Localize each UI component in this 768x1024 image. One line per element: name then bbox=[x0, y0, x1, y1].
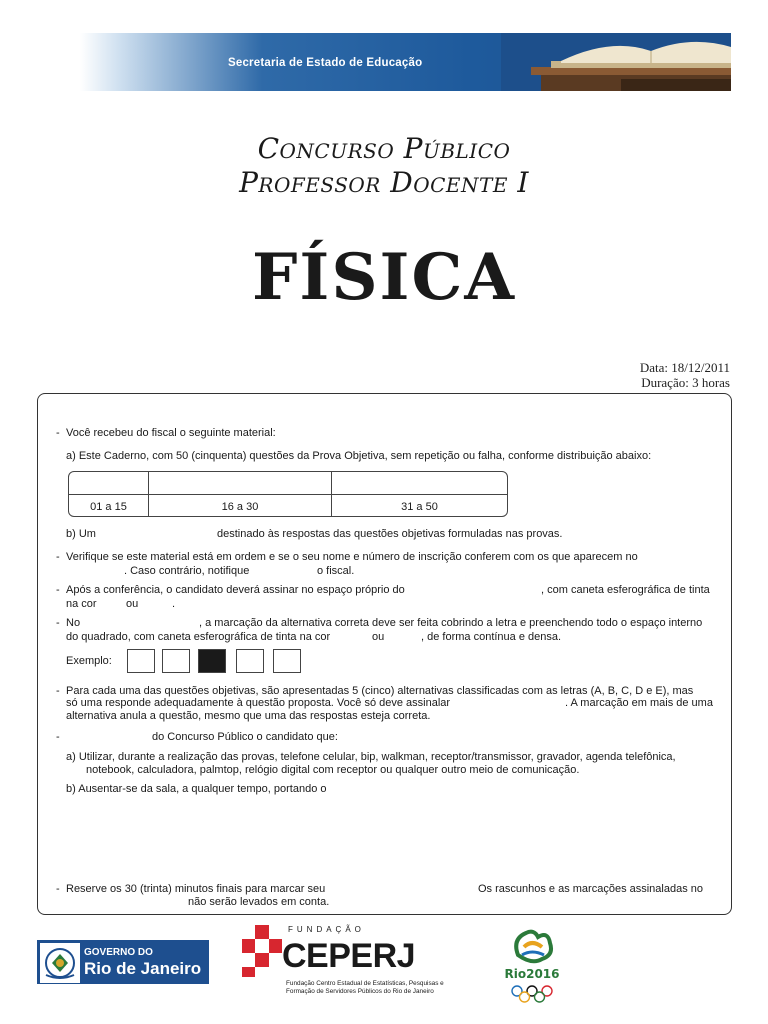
banner-title: Secretaria de Estado de Educação bbox=[228, 57, 423, 69]
rio-de-janeiro-government-logo bbox=[37, 940, 209, 984]
verify-text: Verifique se este material está em ordem e se o seu nome e número de inscrição conferem com os que aparecem no bbox=[66, 551, 638, 563]
bullet-dash: - bbox=[56, 685, 60, 697]
exam-date: Data: 18/12/2011 bbox=[639, 360, 730, 375]
rio2016-text: Rio2016 bbox=[504, 967, 560, 981]
rule-a-text-2: notebook, calculadora, palmtop, relógio digital com receptor ou qualquer outro meio de comunicação. bbox=[86, 764, 580, 776]
each-question-text-2: só uma responde adequadamente à questão proposta. Você só deve assinalar bbox=[66, 697, 451, 709]
bullet-dash: - bbox=[56, 617, 60, 629]
ceperj-name: CEPERJ bbox=[282, 937, 416, 975]
bullet-dash: - bbox=[56, 427, 60, 439]
table-header-cell bbox=[69, 472, 149, 494]
example-option-box-filled bbox=[198, 649, 226, 673]
table-cell: 31 a 50 bbox=[401, 500, 438, 513]
each-question-text: Para cada uma das questões objetivas, são apresentadas 5 (cinco) alternativas classificadas com as letras (A, B, C, D e E), mas bbox=[66, 685, 694, 697]
item-b-start: b) Um bbox=[66, 528, 96, 540]
contest-title: Concurso Público bbox=[257, 132, 511, 165]
exam-duration: Duração: 3 horas bbox=[641, 375, 730, 390]
reserve-text-3: não serão levados em conta. bbox=[188, 896, 330, 908]
concurso-text: do Concurso Público o candidato que: bbox=[152, 731, 338, 743]
after-text-3: na cor bbox=[66, 598, 97, 610]
subject-title: FÍSICA bbox=[251, 240, 517, 315]
ceperj-description: Fundação Centro Estadual de Estatísticas, Pesquisas e Formação de Servidores Públicos do Rio de Janeiro bbox=[286, 980, 444, 995]
after-text-2: , com caneta esferográfica de tinta bbox=[541, 584, 710, 596]
after-text-5: . bbox=[172, 598, 176, 610]
header-banner bbox=[80, 33, 731, 91]
table-header-cell bbox=[332, 472, 507, 494]
example-option-box bbox=[162, 649, 190, 673]
bullet-dash: - bbox=[56, 584, 60, 596]
rio2016-logo bbox=[500, 925, 564, 1005]
books-icon bbox=[501, 33, 731, 91]
verify-text-2: . Caso contrário, notifique bbox=[124, 565, 250, 577]
after-text-4: ou bbox=[126, 598, 139, 610]
after-text: Após a conferência, o candidato deverá assinar no espaço próprio do bbox=[66, 584, 405, 596]
rj-coat-of-arms-icon bbox=[40, 943, 80, 983]
distribution-table bbox=[68, 471, 508, 517]
rio2016-emblem-icon bbox=[508, 925, 556, 967]
table-row bbox=[69, 495, 507, 517]
rule-a-text: a) Utilizar, durante a realização das provas, telefone celular, bip, walkman, receptor/transmissor, gravador, agenda telefônica, bbox=[66, 751, 676, 763]
ceperj-fundacao: FUNDAÇÃO bbox=[288, 925, 365, 934]
no-text-4: ou bbox=[372, 631, 385, 643]
ceperj-logo bbox=[242, 925, 452, 1005]
item-a-text: a) Este Caderno, com 50 (cinquenta) questões da Prova Objetiva, sem repetição ou falha, conforme distribuição abaixo: bbox=[66, 450, 652, 462]
reserve-text: Reserve os 30 (trinta) minutos finais para marcar seu bbox=[66, 883, 326, 895]
bullet-dash: - bbox=[56, 883, 60, 895]
bullet-dash: - bbox=[56, 731, 60, 743]
table-header-cell bbox=[149, 472, 332, 494]
no-text-2: , a marcação da alternativa correta deve ser feita cobrindo a letra e preenchendo todo o espaço interno bbox=[199, 617, 703, 629]
each-question-text-4: alternativa anula a questão, mesmo que uma das respostas esteja correta. bbox=[66, 710, 431, 722]
position-title: Professor Docente I bbox=[239, 166, 529, 199]
received-text: Você recebeu do fiscal o seguinte material: bbox=[66, 427, 276, 439]
olympic-rings-icon bbox=[510, 985, 554, 1003]
rule-b-text: b) Ausentar-se da sala, a qualquer tempo, portando o bbox=[66, 783, 327, 795]
example-option-box bbox=[273, 649, 301, 673]
table-cell: 16 a 30 bbox=[149, 495, 332, 517]
example-option-box bbox=[127, 649, 155, 673]
item-b-end: destinado às respostas das questões objetivas formuladas nas provas. bbox=[217, 528, 563, 540]
verify-text-3: o fiscal. bbox=[317, 565, 355, 577]
reserve-text-2: Os rascunhos e as marcações assinaladas no bbox=[478, 883, 704, 895]
example-label: Exemplo: bbox=[66, 655, 112, 667]
no-text: No bbox=[66, 617, 81, 629]
bullet-dash: - bbox=[56, 551, 60, 563]
table-header-row bbox=[69, 472, 507, 495]
no-text-5: , de forma contínua e densa. bbox=[421, 631, 562, 643]
each-question-text-3: . A marcação em mais de uma bbox=[565, 697, 713, 709]
ceperj-cross-icon bbox=[242, 925, 282, 977]
example-option-box bbox=[236, 649, 264, 673]
rj-logo-line2: Rio de Janeiro bbox=[84, 959, 202, 978]
no-text-3: do quadrado, com caneta esferográfica de tinta na cor bbox=[66, 631, 331, 643]
rj-logo-line1: GOVERNO DO bbox=[84, 947, 153, 958]
table-cell: 01 a 15 bbox=[69, 495, 149, 517]
